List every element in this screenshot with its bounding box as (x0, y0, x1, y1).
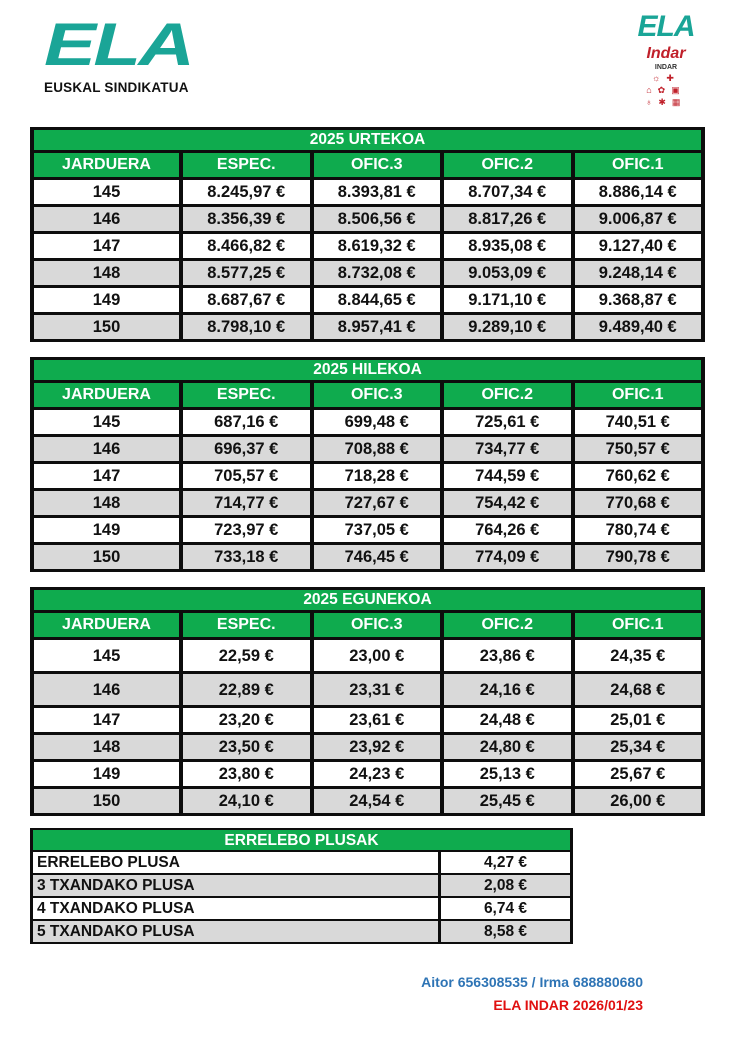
jarduera-cell: 147 (34, 234, 179, 258)
salary-cell: 23,92 € (314, 735, 441, 759)
salary-cell: 25,13 € (444, 762, 571, 786)
salary-cell: 24,54 € (314, 789, 441, 813)
table-row (34, 261, 701, 285)
salary-cell: 750,57 € (575, 437, 702, 461)
column-header: ESPEC. (183, 153, 310, 177)
salary-cell: 8.356,39 € (183, 207, 310, 231)
salary-cell: 24,80 € (444, 735, 571, 759)
jarduera-cell: 149 (34, 288, 179, 312)
jarduera-cell: 147 (34, 708, 179, 732)
salary-cell: 780,74 € (575, 518, 702, 542)
table-row (34, 674, 701, 705)
column-header: OFIC.3 (314, 613, 441, 637)
table-row (34, 518, 701, 542)
column-header: OFIC.2 (444, 613, 571, 637)
salary-cell: 705,57 € (183, 464, 310, 488)
plus-label: ERRELEBO PLUSA (33, 852, 438, 873)
logo-subtitle: EUSKAL SINDIKATUA (44, 80, 189, 95)
plus-label: 3 TXANDAKO PLUSA (33, 875, 438, 896)
salary-cell: 23,61 € (314, 708, 441, 732)
salary-cell: 23,86 € (444, 640, 571, 671)
column-header: OFIC.2 (444, 383, 571, 407)
salary-cell: 8.957,41 € (314, 315, 441, 339)
column-header: ESPEC. (183, 383, 310, 407)
salary-cell: 714,77 € (183, 491, 310, 515)
jarduera-cell: 150 (34, 545, 179, 569)
salary-cell: 9.289,10 € (444, 315, 571, 339)
table-row (34, 545, 701, 569)
trade-icons: ☼✚ ⌂✿▣ ♁✱▦ (645, 73, 687, 107)
table-title: 2025 EGUNEKOA (34, 590, 701, 610)
plus-value: 2,08 € (441, 875, 570, 896)
salary-cell: 8.393,81 € (314, 180, 441, 204)
table-title: 2025 URTEKOA (34, 130, 701, 150)
salary-cell: 23,50 € (183, 735, 310, 759)
salary-cell: 24,35 € (575, 640, 702, 671)
salary-cell: 699,48 € (314, 410, 441, 434)
column-header: ESPEC. (183, 613, 310, 637)
salary-cell: 24,48 € (444, 708, 571, 732)
salary-cell: 23,20 € (183, 708, 310, 732)
salary-cell: 25,34 € (575, 735, 702, 759)
table-row (34, 315, 701, 339)
salary-cell: 687,16 € (183, 410, 310, 434)
salary-cell: 23,31 € (314, 674, 441, 705)
table-row (34, 491, 701, 515)
salary-cell: 727,67 € (314, 491, 441, 515)
jarduera-cell: 148 (34, 491, 179, 515)
table-title: 2025 HILEKOA (34, 360, 701, 380)
salary-cell: 8.886,14 € (575, 180, 702, 204)
salary-cell: 8.577,25 € (183, 261, 310, 285)
table-row (34, 234, 701, 258)
column-header: OFIC.1 (575, 383, 702, 407)
salary-cell: 24,16 € (444, 674, 571, 705)
salary-table (30, 587, 705, 816)
salary-cell: 8.466,82 € (183, 234, 310, 258)
plusak-title: ERRELEBO PLUSAK (33, 830, 570, 850)
logo2-indar: Indar (646, 45, 686, 62)
salary-cell: 23,80 € (183, 762, 310, 786)
table-row (34, 640, 701, 671)
salary-cell: 733,18 € (183, 545, 310, 569)
jarduera-cell: 150 (34, 315, 179, 339)
jarduera-cell: 145 (34, 410, 179, 434)
jarduera-cell: 146 (34, 207, 179, 231)
salary-cell: 9.171,10 € (444, 288, 571, 312)
salary-cell: 770,68 € (575, 491, 702, 515)
salary-cell: 708,88 € (314, 437, 441, 461)
logo2-small: INDAR (654, 64, 678, 71)
salary-cell: 754,42 € (444, 491, 571, 515)
column-header: OFIC.3 (314, 383, 441, 407)
salary-cell: 8.817,26 € (444, 207, 571, 231)
plus-value: 8,58 € (441, 921, 570, 942)
salary-cell: 740,51 € (575, 410, 702, 434)
column-header: OFIC.2 (444, 153, 571, 177)
salary-cell: 744,59 € (444, 464, 571, 488)
logo-wordmark: ELA (44, 11, 193, 78)
jarduera-cell: 147 (34, 464, 179, 488)
table-row (34, 464, 701, 488)
jarduera-cell: 149 (34, 762, 179, 786)
contacts: Aitor 656308535 / Irma 688880680 (421, 974, 643, 990)
salary-cell: 696,37 € (183, 437, 310, 461)
column-header: JARDUERA (34, 153, 179, 177)
salary-cell: 8.619,32 € (314, 234, 441, 258)
plus-row (33, 852, 570, 873)
salary-cell: 26,00 € (575, 789, 702, 813)
jarduera-cell: 148 (34, 735, 179, 759)
column-header: OFIC.1 (575, 613, 702, 637)
salary-cell: 9.006,87 € (575, 207, 702, 231)
salary-cell: 22,59 € (183, 640, 310, 671)
column-header: JARDUERA (34, 613, 179, 637)
salary-cell: 734,77 € (444, 437, 571, 461)
jarduera-cell: 148 (34, 261, 179, 285)
salary-cell: 22,89 € (183, 674, 310, 705)
table-row (34, 708, 701, 732)
salary-cell: 24,68 € (575, 674, 702, 705)
salary-cell: 24,10 € (183, 789, 310, 813)
plus-row (33, 921, 570, 942)
logo2-wordmark: ELA (637, 10, 695, 43)
plus-row (33, 898, 570, 919)
ela-indar-logo (614, 10, 718, 108)
plus-row (33, 875, 570, 896)
ela-logo (44, 11, 193, 96)
salary-cell: 790,78 € (575, 545, 702, 569)
table-row (34, 789, 701, 813)
column-header: OFIC.1 (575, 153, 702, 177)
salary-cell: 8.732,08 € (314, 261, 441, 285)
jarduera-cell: 149 (34, 518, 179, 542)
column-header: OFIC.3 (314, 153, 441, 177)
salary-cell: 8.935,08 € (444, 234, 571, 258)
table-row (34, 180, 701, 204)
signature-date: ELA INDAR 2026/01/23 (493, 997, 643, 1013)
salary-cell: 8.707,34 € (444, 180, 571, 204)
salary-cell: 25,01 € (575, 708, 702, 732)
table-row (34, 410, 701, 434)
salary-cell: 8.245,97 € (183, 180, 310, 204)
salary-cell: 9.248,14 € (575, 261, 702, 285)
salary-cell: 8.687,67 € (183, 288, 310, 312)
salary-cell: 25,67 € (575, 762, 702, 786)
jarduera-cell: 150 (34, 789, 179, 813)
salary-cell: 25,45 € (444, 789, 571, 813)
jarduera-cell: 146 (34, 437, 179, 461)
salary-cell: 23,00 € (314, 640, 441, 671)
salary-cell: 8.506,56 € (314, 207, 441, 231)
salary-cell: 9.489,40 € (575, 315, 702, 339)
salary-cell: 9.053,09 € (444, 261, 571, 285)
plusak-table (30, 828, 573, 944)
salary-cell: 9.368,87 € (575, 288, 702, 312)
jarduera-cell: 145 (34, 640, 179, 671)
table-row (34, 288, 701, 312)
table-row (34, 437, 701, 461)
salary-cell: 8.844,65 € (314, 288, 441, 312)
salary-cell: 764,26 € (444, 518, 571, 542)
salary-table (30, 357, 705, 572)
salary-table (30, 127, 705, 342)
salary-cell: 718,28 € (314, 464, 441, 488)
salary-cell: 24,23 € (314, 762, 441, 786)
table-row (34, 207, 701, 231)
plus-value: 4,27 € (441, 852, 570, 873)
jarduera-cell: 145 (34, 180, 179, 204)
column-header: JARDUERA (34, 383, 179, 407)
salary-cell: 8.798,10 € (183, 315, 310, 339)
table-row (34, 762, 701, 786)
plus-value: 6,74 € (441, 898, 570, 919)
salary-cell: 9.127,40 € (575, 234, 702, 258)
salary-cell: 774,09 € (444, 545, 571, 569)
salary-cell: 746,45 € (314, 545, 441, 569)
salary-cell: 723,97 € (183, 518, 310, 542)
jarduera-cell: 146 (34, 674, 179, 705)
plus-label: 5 TXANDAKO PLUSA (33, 921, 438, 942)
salary-cell: 725,61 € (444, 410, 571, 434)
plus-label: 4 TXANDAKO PLUSA (33, 898, 438, 919)
table-row (34, 735, 701, 759)
salary-cell: 760,62 € (575, 464, 702, 488)
salary-cell: 737,05 € (314, 518, 441, 542)
